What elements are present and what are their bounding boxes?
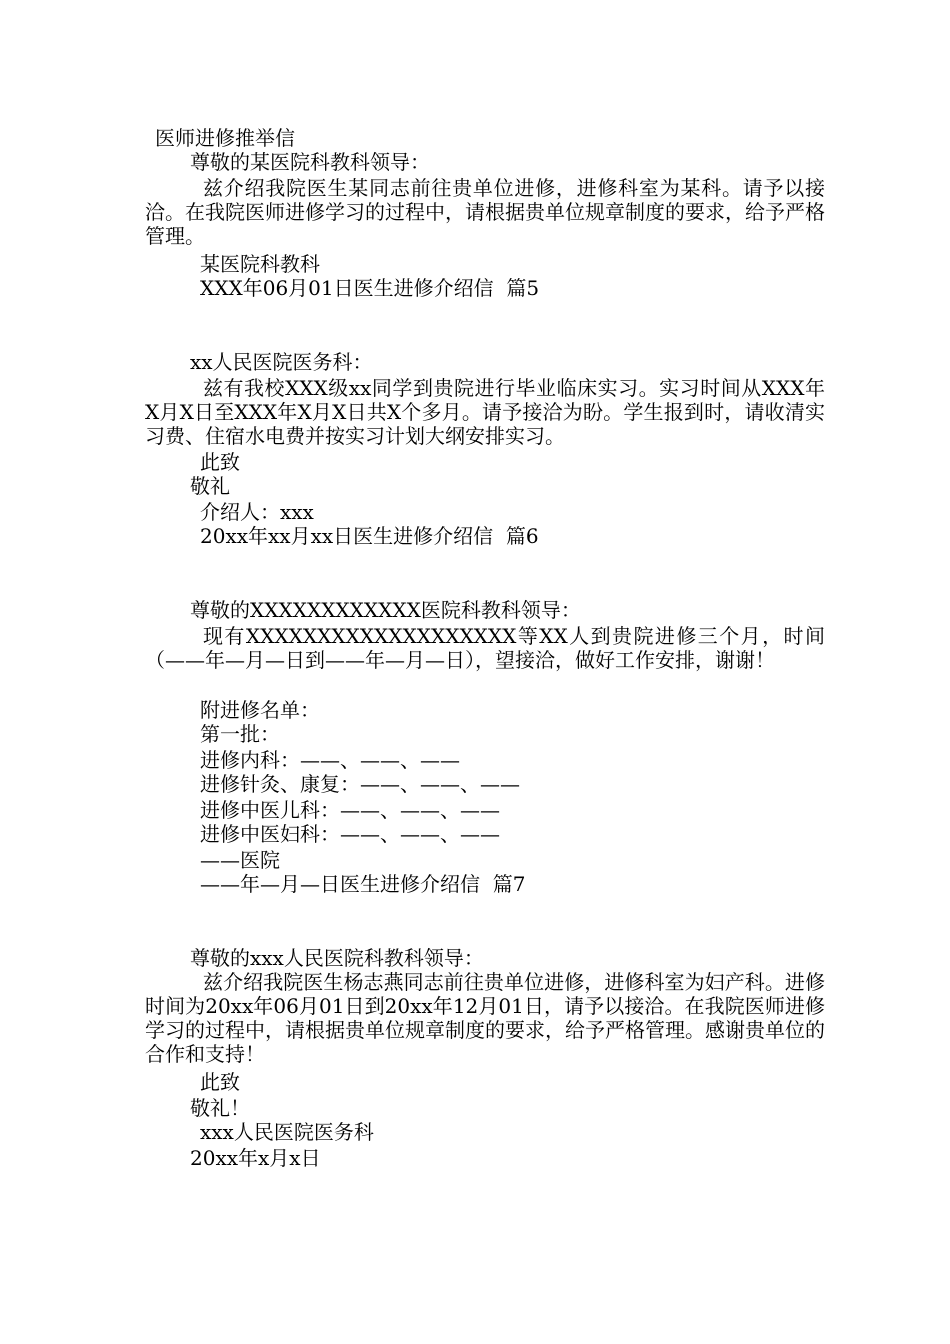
salutation: 尊敬的XXXXXXXXXXXX医院科教科领导：	[190, 598, 581, 622]
list-title: 附进修名单：	[200, 698, 320, 722]
date-heading: 20xx年xx月xx日医生进修介绍信 篇6	[200, 524, 539, 548]
signer: 某医院科教科	[200, 252, 320, 276]
hospital-signature: ——医院	[200, 848, 280, 872]
closing-line: 此致	[200, 1070, 240, 1094]
list-item: 进修中医妇科：——、——、——	[200, 822, 500, 846]
introducer: 介绍人：xxx	[200, 500, 314, 524]
list-item: 进修中医儿科：——、——、——	[200, 798, 500, 822]
signer: xxx人民医院医务科	[200, 1120, 374, 1144]
batch-label: 第一批：	[200, 722, 280, 746]
letter-body: 现有XXXXXXXXXXXXXXXXXXX等XX人到贵院进修三个月，时间（——年—月—日到——年—月—日），望接洽，做好工作安排，谢谢！	[145, 624, 825, 672]
letter-body: 兹有我校XXX级xx同学到贵院进行毕业临床实习。实习时间从XXX年X月X日至XXX年X月X日共X个多月。请予接洽为盼。学生报到时，请收清实习费、住宿水电费并按实习计划大纲安排实习。	[145, 376, 825, 448]
letter-body: 兹介绍我院医生某同志前往贵单位进修，进修科室为某科。请予以接洽。在我院医师进修学习的过程中，请根据贵单位规章制度的要求，给予严格管理。	[145, 176, 825, 248]
letter-body: 兹介绍我院医生杨志燕同志前往贵单位进修，进修科室为妇产科。进修时间为20xx年06月01日到20xx年12月01日，请予以接洽。在我院医师进修学习的过程中，请根据贵单位规章制度的要求，给予严格管理。感谢贵单位的合作和支持！	[145, 970, 825, 1066]
list-item: 进修内科：——、——、——	[200, 748, 460, 772]
salutation: 尊敬的xxx人民医院科教科领导：	[190, 946, 484, 970]
date-heading: XXX年06月01日医生进修介绍信 篇5	[200, 276, 540, 300]
closing-line: 此致	[200, 450, 240, 474]
closing-regards: 敬礼！	[190, 1096, 250, 1120]
letter-title: 医师进修推举信	[155, 126, 295, 150]
salutation: xx人民医院医务科：	[190, 350, 373, 374]
closing-regards: 敬礼	[190, 474, 230, 498]
letter-date: 20xx年x月x日	[190, 1146, 321, 1170]
date-heading: ——年—月—日医生进修介绍信 篇7	[200, 872, 526, 896]
salutation: 尊敬的某医院科教科领导：	[190, 150, 430, 174]
list-item: 进修针灸、康复：——、——、——	[200, 772, 520, 796]
